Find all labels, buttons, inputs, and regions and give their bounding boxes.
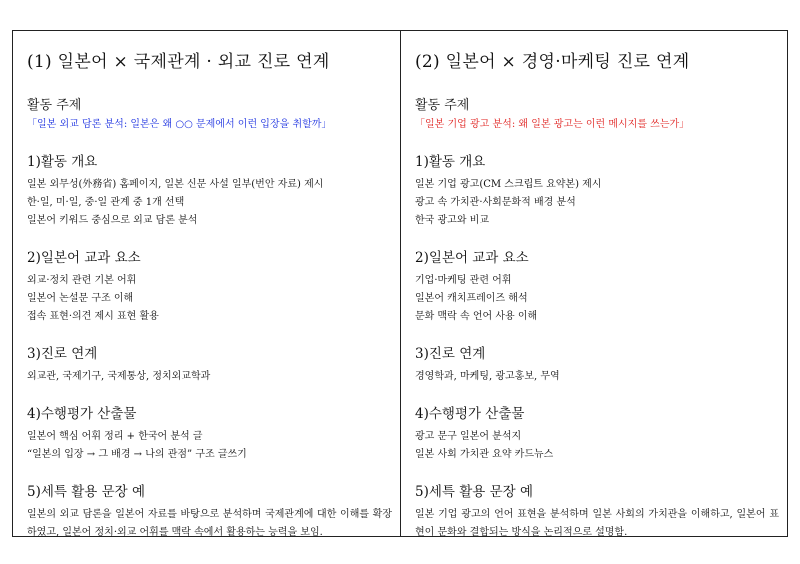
section-line: 일본어 키워드 중심으로 외교 담론 분석 <box>27 215 198 226</box>
left-example-heading: 5)세특 활용 문장 예 <box>27 484 146 500</box>
section-line: 외교·정치 관련 기본 어휘 <box>27 275 137 286</box>
section-heading: 1)활동 개요 <box>27 154 98 170</box>
section-line: “일본의 입장 → 그 배경 → 나의 관점” 구조 글쓰기 <box>27 449 247 460</box>
section-line: 일본어 핵심 어휘 정리 + 한국어 분석 글 <box>27 431 203 442</box>
left-example: 일본의 외교 담론을 일본어 자료를 바탕으로 분석하며 국제관계에 대한 이해를 확장하였고, 일본어 정치·외교 어휘를 맥락 속에서 활용하는 능력을 보임. <box>27 509 392 538</box>
section-heading: 2)일본어 교과 요소 <box>415 250 529 266</box>
right-topic: 「일본 기업 광고 분석: 왜 일본 광고는 이런 메시지를 쓰는가」 <box>415 119 690 130</box>
section-line: 문화 맥락 속 언어 사용 이해 <box>415 311 538 322</box>
left-topic-heading: 활동 주제 <box>27 98 82 113</box>
section <box>27 342 396 386</box>
left-column <box>13 31 401 536</box>
section-heading: 2)일본어 교과 요소 <box>27 250 141 266</box>
section-line: 일본 사회 가치관 요약 카드뉴스 <box>415 449 554 460</box>
right-sections <box>415 150 783 464</box>
section <box>415 246 783 326</box>
right-example-heading: 5)세특 활용 문장 예 <box>415 484 534 500</box>
section-heading: 3)진로 연계 <box>27 346 98 362</box>
section-line: 기업·마케팅 관련 어휘 <box>415 275 512 286</box>
right-example: 일본 기업 광고의 언어 표현을 분석하며 일본 사회의 가치관을 이해하고, 일본어 표현이 문화와 결합되는 방식을 논리적으로 설명함. <box>415 509 779 538</box>
section-heading: 1)활동 개요 <box>415 154 486 170</box>
section-line: 접속 표현·의견 제시 표현 활용 <box>27 311 159 322</box>
section-line: 한·일, 미·일, 중·일 관계 중 1개 선택 <box>27 197 185 208</box>
section-line: 광고 속 가치관·사회문화적 배경 분석 <box>415 197 576 208</box>
right-title: (2) 일본어 × 경영·마케팅 진로 연계 <box>415 52 690 72</box>
section <box>415 402 783 464</box>
section-heading: 3)진로 연계 <box>415 346 486 362</box>
left-title: (1) 일본어 × 국제관계 · 외교 진로 연계 <box>27 52 330 72</box>
right-column <box>401 31 787 536</box>
section-line: 외교관, 국제기구, 국제통상, 정치외교학과 <box>27 371 211 382</box>
left-topic: 「일본 외교 담론 분석: 일본은 왜 ○○ 문제에서 이런 입장을 취할까」 <box>27 119 332 130</box>
section-line: 한국 광고와 비교 <box>415 215 489 226</box>
section-line: 일본 외무성(外務省) 홈페이지, 일본 신문 사설 일부(번안 자료) 제시 <box>27 179 324 190</box>
right-topic-heading: 활동 주제 <box>415 98 470 113</box>
section <box>27 402 396 464</box>
section-line: 경영학과, 마케팅, 광고홍보, 무역 <box>415 371 560 382</box>
section <box>415 342 783 386</box>
section-heading: 4)수행평가 산출물 <box>415 406 525 422</box>
section-line: 광고 문구 일본어 분석지 <box>415 431 522 442</box>
section <box>27 150 396 230</box>
comparison-table <box>12 30 788 537</box>
left-sections <box>27 150 396 464</box>
section <box>415 150 783 230</box>
section-line: 일본 기업 광고(CM 스크립트 요약본) 제시 <box>415 179 602 190</box>
section <box>27 246 396 326</box>
section-line: 일본어 캐치프레이즈 해석 <box>415 293 528 304</box>
section-line: 일본어 논설문 구조 이해 <box>27 293 134 304</box>
section-heading: 4)수행평가 산출물 <box>27 406 137 422</box>
